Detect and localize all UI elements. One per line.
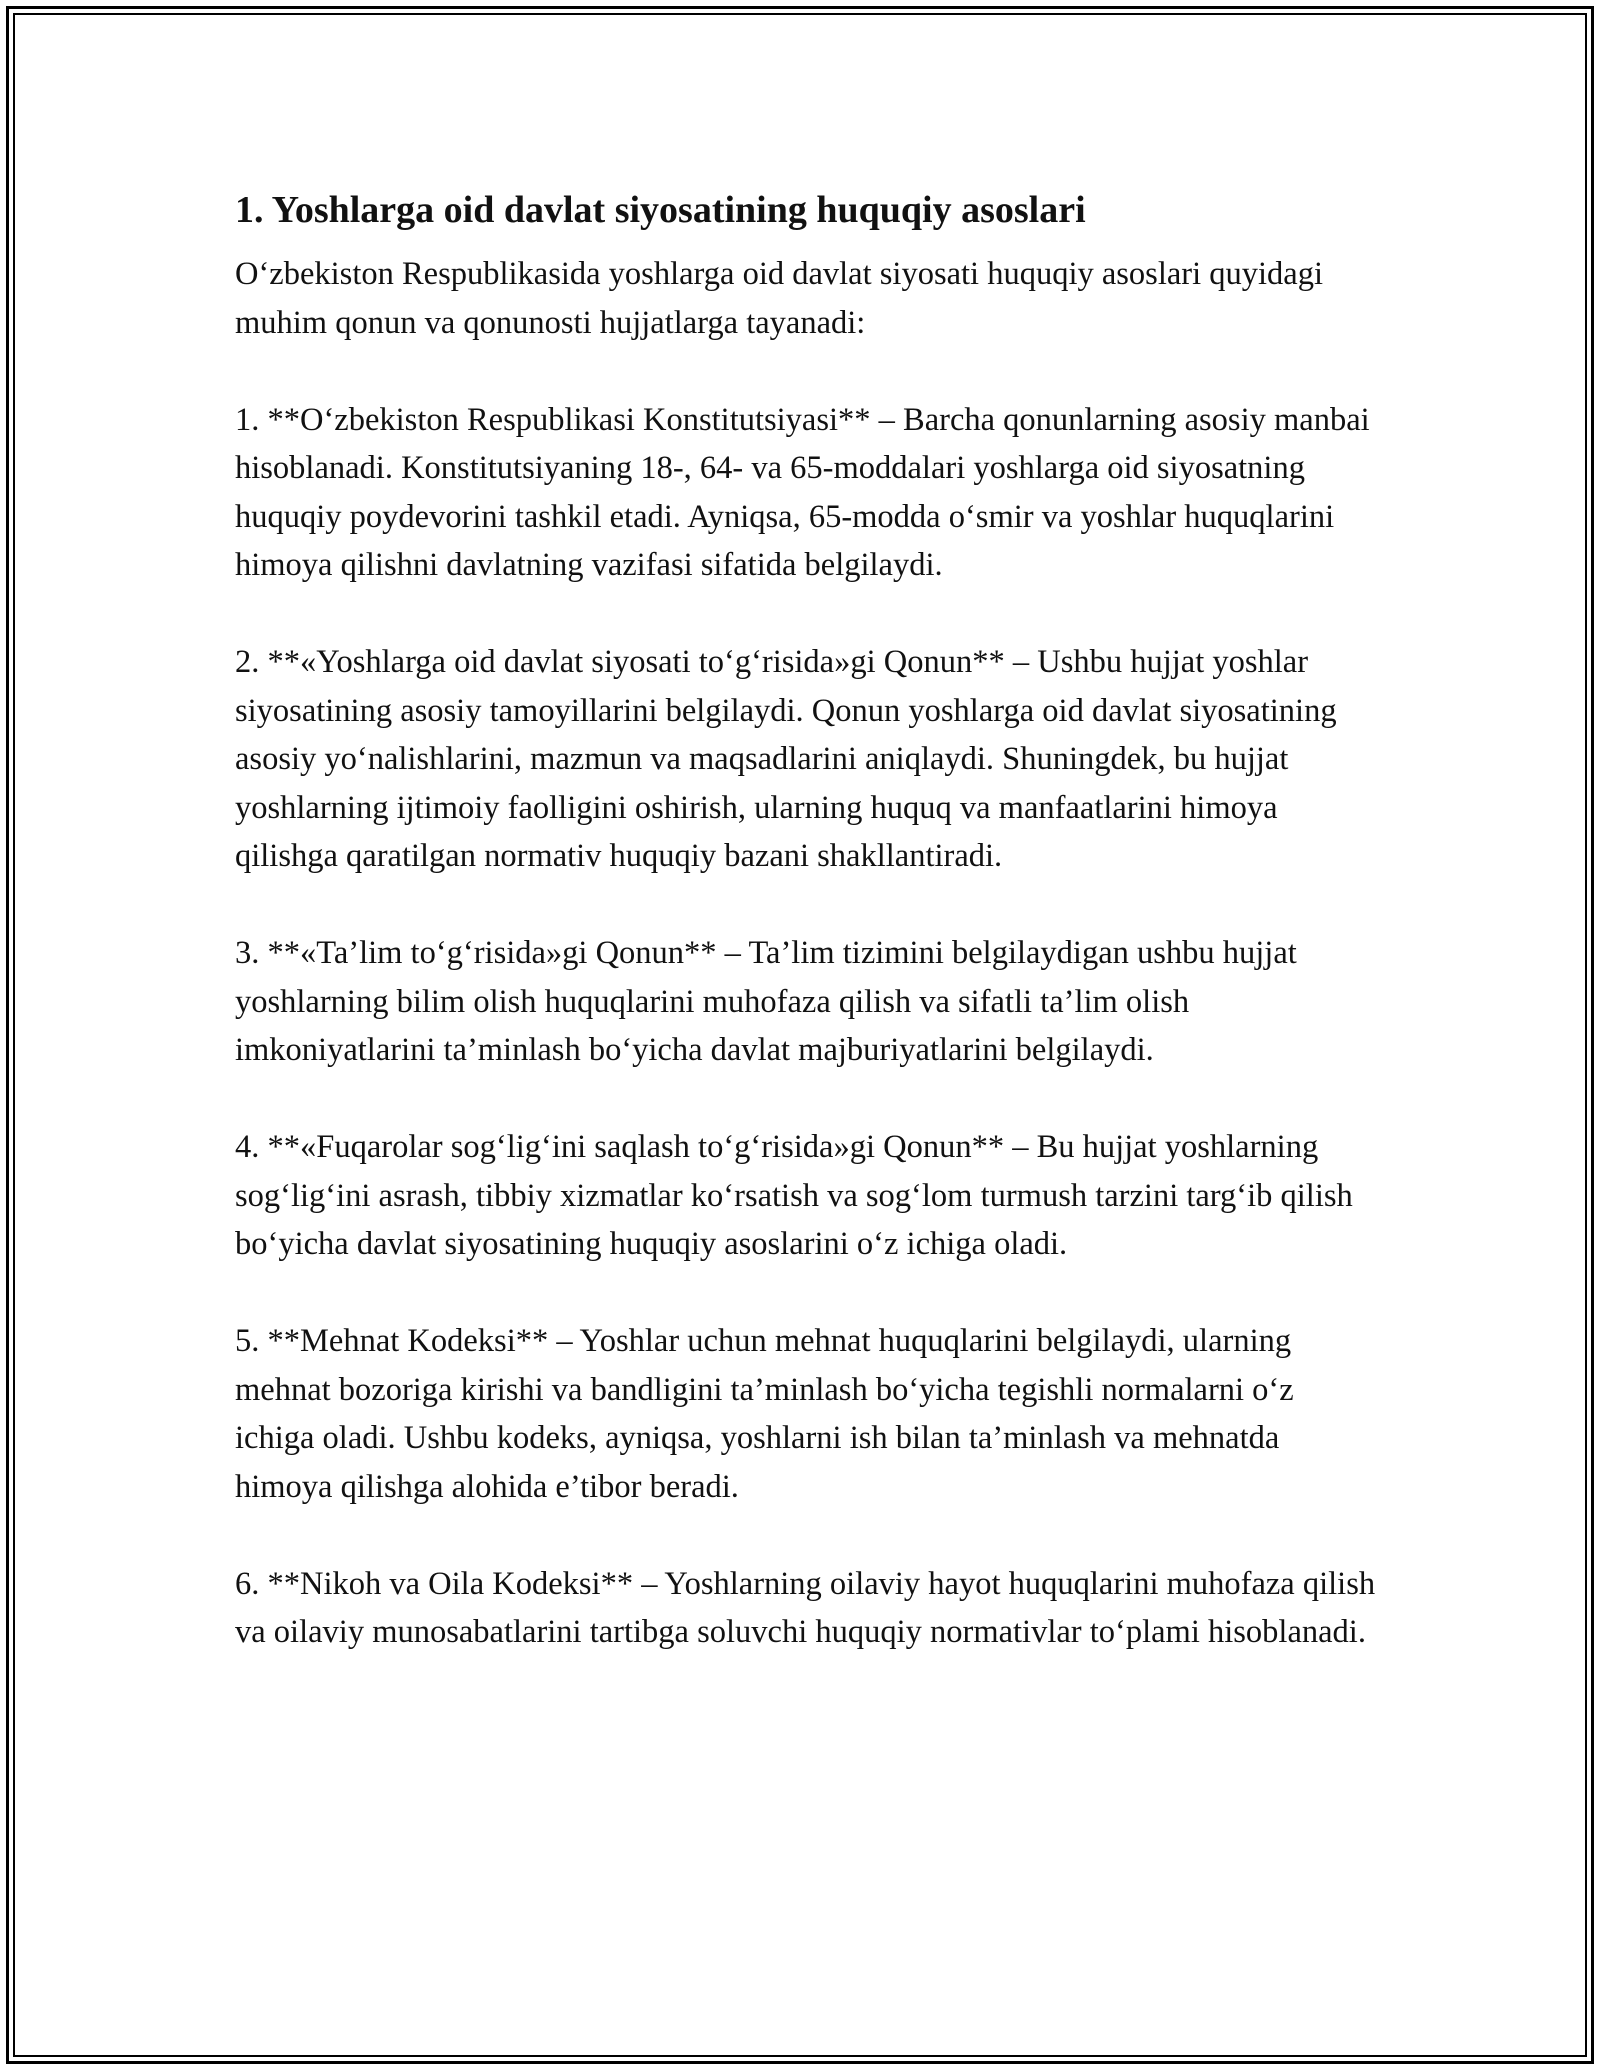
list-item-family-code: 6. **Nikoh va Oila Kodeksi** – Yoshlarning oilaviy hayot huquqlarini muhofaza qilish va oilaviy munosabatlarini tartibga soluvchi huquqiy normativlar to‘plami hisoblanadi. — [235, 1565, 1376, 1650]
list-item-health-law: 4. **«Fuqarolar sog‘lig‘ini saqlash to‘g‘risida»gi Qonun** – Bu hujjat yoshlarning sog‘lig‘ini asrash, tibbiy xizmatlar ko‘rsatish va sog‘lom turmush tarzini targ‘ib qilish bo‘yicha davlat siyosatining huquqiy asoslarini o‘z ichiga oladi. — [235, 1129, 1353, 1262]
list-item-youth-policy-law: 2. **«Yoshlarga oid davlat siyosati to‘g‘risida»gi Qonun** – Ushbu hujjat yoshlar siyosatining asosiy tamoyillarini belgilaydi. Qonun yoshlarga oid davlat siyosatining asosiy yo‘nalishlarini, mazmun va maqsadlarini aniqlaydi. Shuningdek, bu hujjat yoshlarning ijtimoiy faolligini oshirish, ularning huquq va manfaatlarini himoya qilishga qaratilgan normativ huquqiy bazani shakllantiradi. — [235, 644, 1337, 874]
document-body — [235, 186, 1380, 1705]
list-item-labor-code: 5. **Mehnat Kodeksi** – Yoshlar uchun mehnat huquqlarini belgilaydi, ularning mehnat bozoriga kirishi va bandligini ta’minlash bo‘yicha tegishli normalarni o‘z ichiga oladi. Ushbu kodeks, ayniqsa, yoshlarni ish bilan ta’minlash va mehnatda himoya qilishga alohida e’tibor beradi. — [235, 1323, 1294, 1505]
list-item-constitution: 1. **O‘zbekiston Respublikasi Konstitutsiyasi** – Barcha qonunlarning asosiy manbai hisoblanadi. Konstitutsiyaning 18-, 64- va 65-moddalari yoshlarga oid siyosatning huquqiy poydevorini tashkil etadi. Ayniqsa, 65-modda o‘smir va yoshlar huquqlarini himoya qilishni davlatning vazifasi sifatida belgilaydi. — [235, 401, 1370, 583]
section-heading: 1. Yoshlarga oid davlat siyosatining huquqiy asoslari — [235, 189, 1086, 231]
intro-paragraph: O‘zbekiston Respublikasida yoshlarga oid davlat siyosati huquqiy asoslari quyidagi muhim qonun va qonunosti hujjatlarga tayanadi: — [235, 256, 1323, 341]
list-item-education-law: 3. **«Ta’lim to‘g‘risida»gi Qonun** – Ta’lim tizimini belgilaydigan ushbu hujjat yoshlarning bilim olish huquqlarini muhofaza qilish va sifatli ta’lim olish imkoniyatlarini ta’minlash bo‘yicha davlat majburiyatlarini belgilaydi. — [235, 935, 1297, 1068]
